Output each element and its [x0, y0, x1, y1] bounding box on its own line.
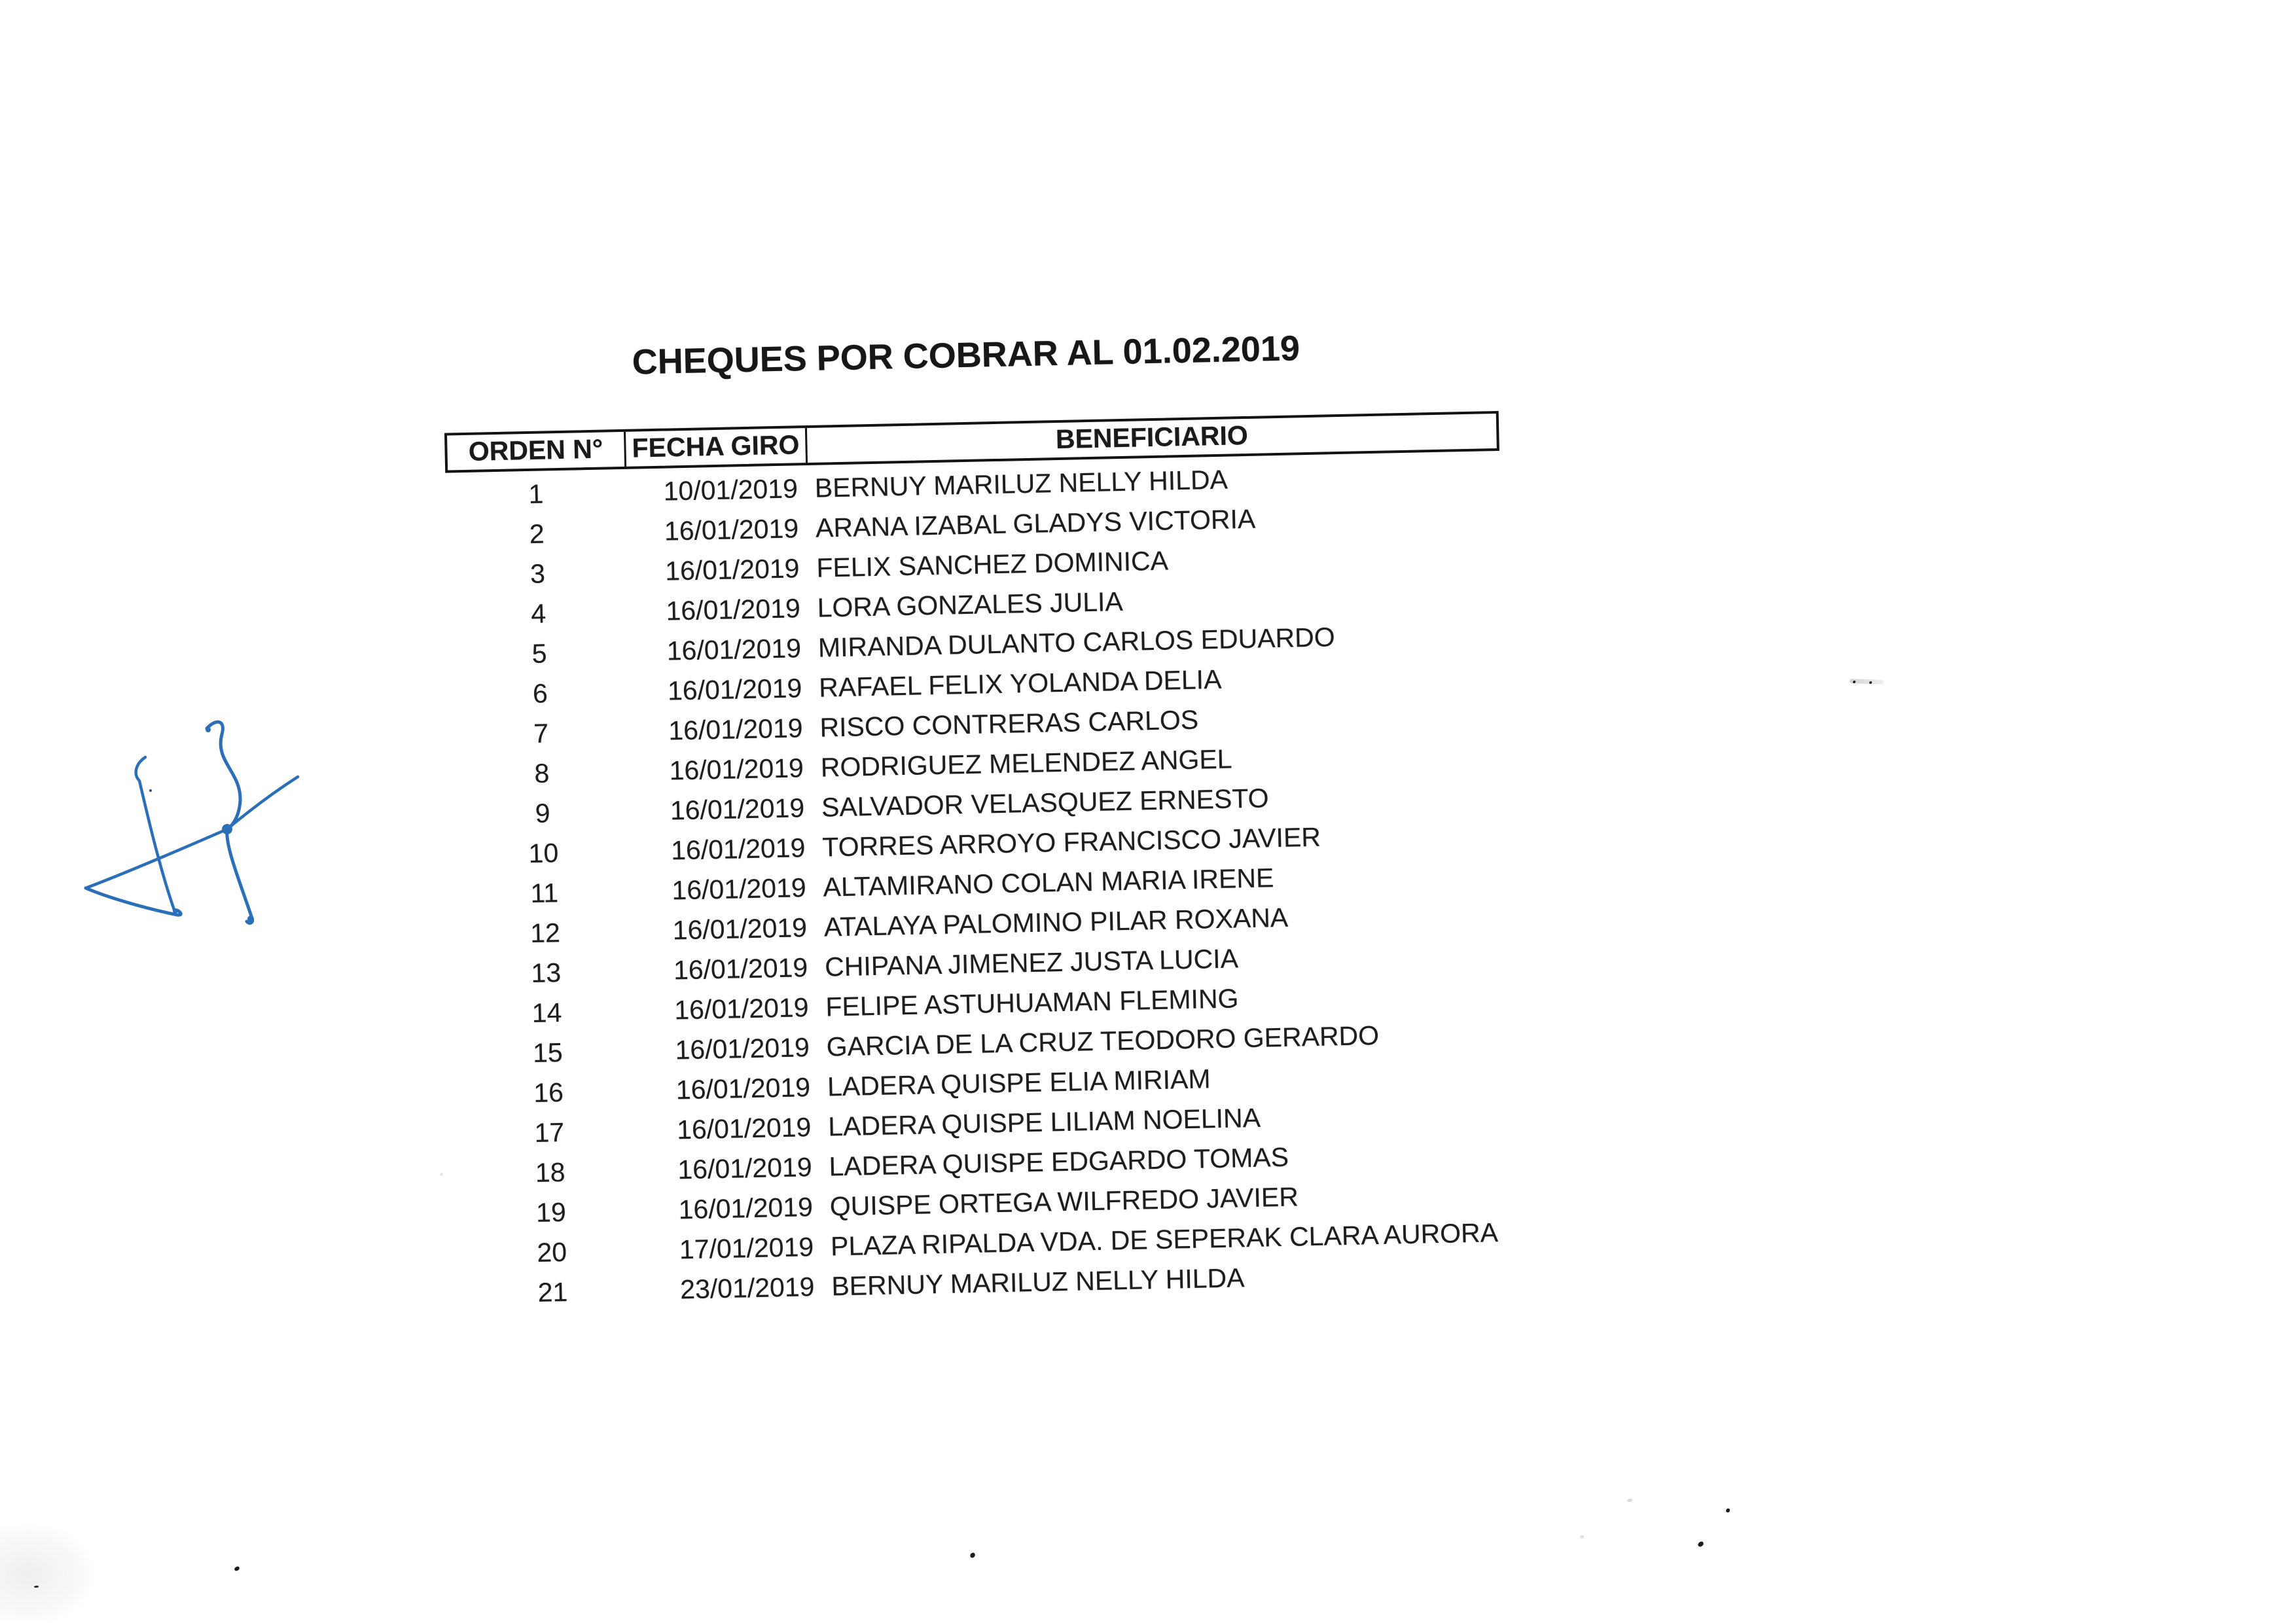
cell-fecha-giro: 23/01/2019 [679, 1272, 815, 1305]
cell-orden: 19 [535, 1197, 567, 1228]
cell-fecha-giro: 16/01/2019 [668, 713, 804, 746]
cell-beneficiario: QUISPE ORTEGA WILFREDO JAVIER [829, 1181, 1299, 1222]
scan-shadow [0, 1525, 92, 1623]
cell-beneficiario: TORRES ARROYO FRANCISCO JAVIER [821, 821, 1321, 863]
scan-speck [1726, 1508, 1730, 1512]
column-header-orden: ORDEN N° [447, 432, 626, 471]
cell-beneficiario: SALVADOR VELASQUEZ ERNESTO [821, 783, 1269, 823]
signature-ink-pool [222, 824, 232, 834]
signature-stroke [86, 888, 181, 915]
cell-fecha-giro: 16/01/2019 [664, 553, 800, 586]
cell-orden: 13 [530, 957, 562, 989]
cell-beneficiario: GARCIA DE LA CRUZ TEODORO GERARDO [826, 1020, 1380, 1062]
signature-stroke [207, 722, 253, 923]
signature-ink-pool [206, 727, 211, 732]
column-header-beneficiario: BENEFICIARIO [1055, 419, 1249, 455]
scan-speck [1580, 1535, 1584, 1539]
cell-orden: 2 [529, 518, 545, 549]
cell-beneficiario: BERNUY MARILUZ NELLY HILDA [831, 1262, 1245, 1302]
cell-orden: 12 [529, 918, 561, 949]
cell-fecha-giro: 16/01/2019 [666, 593, 801, 626]
cell-orden: 16 [533, 1077, 564, 1108]
cell-beneficiario: ARANA IZABAL GLADYS VICTORIA [815, 503, 1256, 543]
scan-speck [1697, 1541, 1704, 1547]
cell-orden: 15 [532, 1037, 564, 1069]
cell-beneficiario: RAFAEL FELIX YOLANDA DELIA [818, 664, 1222, 703]
signature-stroke [136, 757, 174, 910]
cell-fecha-giro: 16/01/2019 [678, 1192, 814, 1225]
cell-fecha-giro: 16/01/2019 [675, 1072, 811, 1105]
cell-orden: 17 [534, 1117, 565, 1148]
cell-orden: 14 [531, 997, 562, 1029]
cell-orden: 10 [528, 838, 559, 869]
cell-fecha-giro: 16/01/2019 [666, 633, 802, 666]
cell-fecha-giro: 10/01/2019 [663, 473, 798, 507]
scan-speck [234, 1566, 240, 1571]
cell-beneficiario: BERNUY MARILUZ NELLY HILDA [814, 464, 1229, 503]
cell-orden: 21 [537, 1276, 568, 1308]
cell-beneficiario: RODRIGUEZ MELENDEZ ANGEL [820, 743, 1232, 783]
signature-ink-pool [173, 908, 178, 914]
cell-fecha-giro: 16/01/2019 [675, 1032, 810, 1065]
cell-beneficiario: LORA GONZALES JULIA [817, 586, 1124, 623]
cell-fecha-giro: 16/01/2019 [677, 1152, 813, 1185]
signature-stroke [86, 829, 227, 888]
cell-beneficiario: CHIPANA JIMENEZ JUSTA LUCIA [824, 943, 1239, 982]
cell-fecha-giro: 16/01/2019 [667, 673, 802, 706]
cell-beneficiario: LADERA QUISPE ELIA MIRIAM [827, 1063, 1211, 1102]
cell-fecha-giro: 16/01/2019 [664, 513, 799, 546]
cell-fecha-giro: 16/01/2019 [673, 952, 808, 986]
cell-orden: 9 [535, 798, 551, 829]
cheques-table [444, 411, 1517, 1314]
column-header-fecha-giro: FECHA GIRO [626, 428, 808, 467]
cell-fecha-giro: 16/01/2019 [676, 1112, 812, 1145]
cell-beneficiario: FELIX SANCHEZ DOMINICA [816, 545, 1169, 583]
cell-fecha-giro: 16/01/2019 [672, 912, 808, 946]
signature-ink-pool [247, 916, 254, 922]
cell-orden: 1 [528, 478, 544, 509]
cell-orden: 8 [534, 758, 550, 789]
table-body [445, 454, 1516, 1314]
signature-ink-dot [149, 789, 152, 792]
cell-beneficiario: LADERA QUISPE LILIAM NOELINA [827, 1102, 1261, 1142]
cell-orden: 6 [532, 678, 548, 709]
scan-speck [440, 1173, 443, 1176]
cell-fecha-giro: 17/01/2019 [679, 1232, 814, 1265]
cell-orden: 5 [531, 638, 547, 669]
cell-orden: 20 [536, 1236, 567, 1268]
cell-orden: 11 [529, 878, 559, 909]
cell-fecha-giro: 16/01/2019 [671, 872, 807, 906]
cell-beneficiario: ALTAMIRANO COLAN MARIA IRENE [823, 863, 1274, 902]
signature-ink [65, 707, 327, 942]
document-title: CHEQUES POR COBRAR AL 01.02.2019 [632, 329, 1300, 382]
cell-beneficiario: MIRANDA DULANTO CARLOS EDUARDO [817, 622, 1336, 663]
scan-speck [1627, 1499, 1632, 1502]
cell-beneficiario: LADERA QUISPE EDGARDO TOMAS [829, 1141, 1289, 1182]
cell-beneficiario: PLAZA RIPALDA VDA. DE SEPERAK CLARA AURORA [830, 1217, 1499, 1262]
cell-orden: 18 [535, 1157, 565, 1188]
cell-fecha-giro: 16/01/2019 [673, 992, 809, 1026]
cell-fecha-giro: 16/01/2019 [670, 793, 805, 826]
cell-orden: 3 [529, 558, 546, 589]
cell-beneficiario: RISCO CONTRERAS CARLOS [819, 704, 1199, 743]
scan-speck [969, 1552, 976, 1558]
cell-orden: 4 [530, 598, 547, 629]
cell-beneficiario: FELIPE ASTUHUAMAN FLEMING [825, 983, 1239, 1022]
cell-beneficiario: ATALAYA PALOMINO PILAR ROXANA [823, 902, 1289, 942]
document-content [432, 316, 1584, 1308]
cell-orden: 7 [533, 718, 549, 749]
cell-fecha-giro: 16/01/2019 [669, 753, 804, 786]
cell-fecha-giro: 16/01/2019 [670, 832, 806, 866]
